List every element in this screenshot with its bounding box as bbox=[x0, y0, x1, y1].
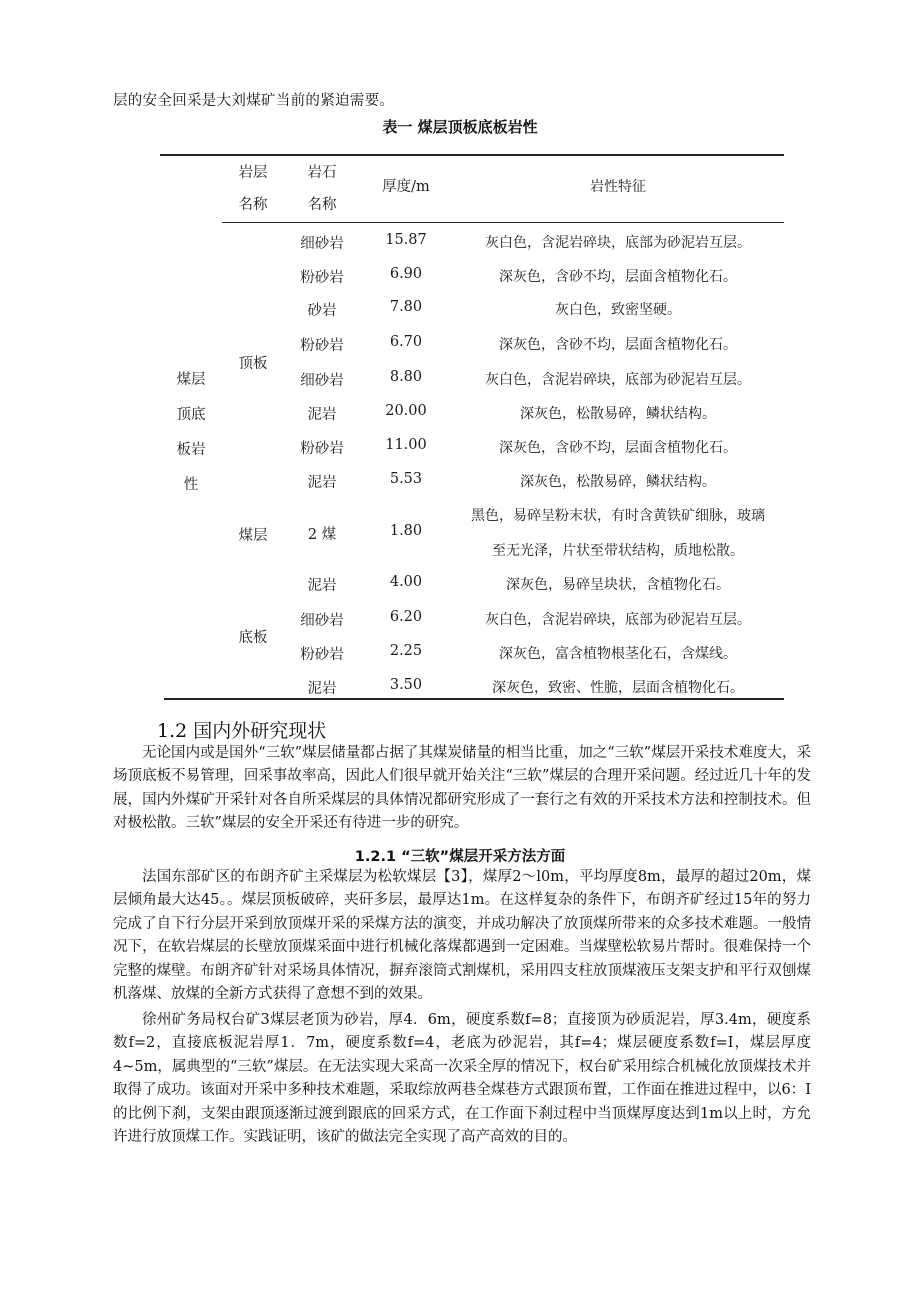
group-coal: 煤层 bbox=[238, 528, 268, 544]
table-cell-description: 深灰色，含砂不均，层面含植物化石。 bbox=[499, 440, 737, 456]
table-cell-thickness: 5.53 bbox=[389, 471, 423, 487]
header-description: 岩性特征 bbox=[590, 179, 646, 195]
table-cell-thickness: 2.25 bbox=[389, 643, 423, 659]
table-cell-description: 深灰色，含砂不均，层面含植物化石。 bbox=[499, 269, 737, 285]
table-cell-description: 深灰色，含砂不均，层面含植物化石。 bbox=[499, 337, 737, 353]
table-cell-thickness: 15.87 bbox=[385, 232, 427, 248]
table-cell-description: 深灰色，致密、性脆，层面含植物化石。 bbox=[492, 680, 744, 696]
table-cell-thickness: 3.50 bbox=[389, 677, 423, 693]
table-cell-rock: 粉砂岩 bbox=[300, 441, 344, 457]
table-header-rule bbox=[222, 222, 784, 223]
table-caption: 表一 煤层顶板底板岩性 bbox=[382, 118, 538, 136]
header-rock-line1: 岩石 bbox=[307, 165, 337, 181]
table-cell-thickness: 11.00 bbox=[385, 437, 427, 453]
header-thickness: 厚度/m bbox=[382, 179, 430, 195]
table-cell-thickness: 6.70 bbox=[389, 334, 423, 350]
header-layer-line2: 名称 bbox=[238, 197, 268, 213]
table-cell-rock: 泥岩 bbox=[307, 578, 337, 594]
table-cell-rock: 粉砂岩 bbox=[300, 270, 344, 286]
paragraph-france-case: 法国东部矿区的布朗齐矿主采煤层为松软煤层【3】，煤厚2～l0m，平均厚度8m，最厚的超过20m，煤层倾角最大达45。。煤层顶板破碎，夹矸多层，最厚达1m。在这样复杂的条件下，布朗齐矿经过15年的努力完成了自下行分层开采到放顶煤开采的采煤方法的演变，并成功解决了放顶煤所带来的众多技术难题。一般情况下，在软岩煤层的长壁放顶煤采面中进行机械化落煤都遇到一定困难。当煤壁松软易片帮时。很难保持一个完整的煤壁。布朗齐矿针对采场具体情况，摒弃滚筒式割煤机，采用四支柱放顶煤液压支架支护和平行双刨煤机落煤、放煤的全新方式获得了意想不到的效果。 bbox=[113, 869, 812, 1003]
table-cell-description: 灰白色，致密坚硬。 bbox=[555, 302, 681, 318]
table-cell-description: 深灰色，易碎呈块状，含植物化石。 bbox=[506, 577, 730, 593]
table-cell-description: 深灰色，松散易碎，鳞状结构。 bbox=[520, 406, 716, 422]
table-cell-thickness: 4.00 bbox=[389, 574, 423, 590]
table-cell-rock: 2 煤 bbox=[307, 527, 337, 543]
table-bottom-rule bbox=[164, 698, 784, 700]
table-cell-description-cont: 至无光泽，片状至带状结构，质地松散。 bbox=[492, 543, 744, 559]
table-cell-description: 深灰色，松散易碎，鳞状结构。 bbox=[520, 474, 716, 490]
category-line: 性 bbox=[183, 477, 199, 493]
group-roof: 顶板 bbox=[238, 356, 268, 372]
table-cell-rock: 粉砂岩 bbox=[300, 338, 344, 354]
table-cell-rock: 泥岩 bbox=[307, 407, 337, 423]
table-cell-description: 黑色，易碎呈粉末状，有时含黄铁矿细脉，玻璃 bbox=[471, 508, 765, 524]
table-cell-thickness: 6.90 bbox=[389, 266, 423, 282]
table-cell-rock: 砂岩 bbox=[307, 303, 337, 319]
intro-line: 层的安全回采是大刘煤矿当前的紧迫需要。 bbox=[113, 93, 395, 109]
paragraph-overview: 无论国内或是国外“三软”煤层储量都占据了其煤炭储量的相当比重，加之“三软”煤层开采技术难度大，采场顶底板不易管理，回采事故率高，因此人们很早就开始关注“三软”煤层的合理开采问题。经过近几十年的发展，国内外煤矿开采针对各自所采煤层的具体情况都研究形成了一套行之有效的开采技术方法和控制技术。但对极松散。三软”煤层的安全开采还有待进一步的研究。 bbox=[113, 745, 811, 832]
table-cell-thickness: 8.80 bbox=[389, 369, 423, 385]
table-cell-rock: 细砂岩 bbox=[300, 373, 344, 389]
table-cell-thickness: 1.80 bbox=[389, 523, 423, 539]
table-cell-rock: 粉砂岩 bbox=[300, 647, 344, 663]
group-floor: 底板 bbox=[238, 630, 268, 646]
category-line: 板岩 bbox=[176, 442, 206, 458]
table-top-rule bbox=[160, 154, 784, 156]
table-cell-rock: 细砂岩 bbox=[300, 236, 344, 252]
table-cell-rock: 泥岩 bbox=[307, 681, 337, 697]
table-cell-rock: 泥岩 bbox=[307, 475, 337, 491]
subsection-heading: 1.2.1 “三软”煤层开采方法方面 bbox=[354, 849, 566, 865]
header-layer-line1: 岩层 bbox=[238, 165, 268, 181]
header-rock-line2: 名称 bbox=[307, 197, 337, 213]
category-line: 顶底 bbox=[176, 407, 206, 423]
table-cell-description: 深灰色，富含植物根茎化石，含煤线。 bbox=[499, 646, 737, 662]
table-cell-rock: 细砂岩 bbox=[300, 613, 344, 629]
section-heading: 1.2 国内外研究现状 bbox=[157, 720, 327, 742]
table-cell-description: 灰白色，含泥岩碎块，底部为砂泥岩互层。 bbox=[485, 235, 751, 251]
table-cell-thickness: 6.20 bbox=[389, 609, 423, 625]
table-cell-description: 灰白色，含泥岩碎块，底部为砂泥岩互层。 bbox=[485, 612, 751, 628]
category-line: 煤层 bbox=[176, 372, 206, 388]
paragraph-xuzhou-case: 徐州矿务局权台矿3煤层老顶为砂岩，厚4．6m，硬度系数f=8；直接顶为砂质泥岩，厚3.4m，硬度系数f=2，直接底板泥岩厚1．7m，硬度系数f=4，老底为砂泥岩，其f=4；煤层硬度系数f=I，煤层厚度4~5m，属典型的“三软”煤层。在无法实现大采高一次采全厚的情况下，权台矿采用综合机械化放顶煤技术并取得了成功。该面对开采中多种技术难题，采取综放两巷全煤巷方式跟顶布置，工作面在推进过程中，以6：I的比例下刹，支架由跟顶逐渐过渡到跟底的回采方式，在工作面下刹过程中当顶煤厚度达到1m以上时，方允许进行放顶煤工作。实践证明，该矿的做法完全实现了高产高效的目的。 bbox=[113, 1012, 811, 1146]
table-cell-thickness: 20.00 bbox=[385, 403, 427, 419]
rock-properties-table bbox=[160, 150, 784, 710]
table-cell-description: 灰白色，含泥岩碎块，底部为砂泥岩互层。 bbox=[485, 372, 751, 388]
table-cell-thickness: 7.80 bbox=[389, 299, 423, 315]
